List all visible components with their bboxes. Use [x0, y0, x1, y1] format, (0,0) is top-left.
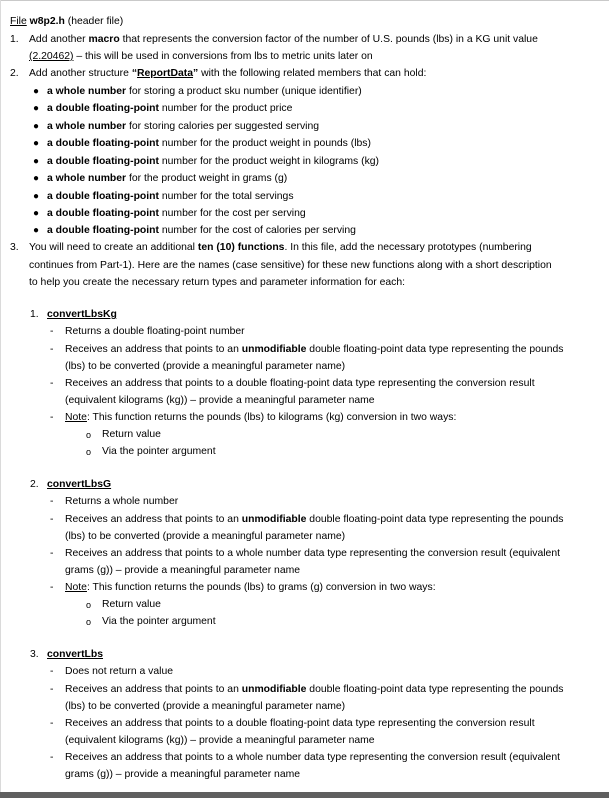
file-heading — [10, 13, 123, 30]
param-keyword: unmodifiable — [241, 344, 307, 355]
function-3-returns: Does not return a value — [65, 666, 174, 677]
function-1-param-1-cont: (lbs) to be converted (provide a meaningful parameter name) — [65, 361, 346, 372]
member-type: a whole number — [47, 173, 127, 184]
function-1-way-2: Via the pointer argument — [102, 446, 216, 457]
function-2-param-1 — [65, 511, 563, 528]
dash-icon: - — [50, 582, 54, 593]
dash-icon: - — [50, 378, 54, 389]
bullet-icon: ● — [33, 173, 40, 184]
item-3-line-1 — [29, 239, 532, 256]
param-text: Receives an address that points to an — [65, 684, 242, 695]
function-1-way-1: Return value — [102, 429, 161, 440]
bullet-icon: ● — [33, 121, 40, 132]
member-item — [47, 153, 379, 170]
item-2-line-1 — [29, 65, 426, 82]
dash-icon: - — [50, 548, 54, 559]
item-2-text-2: with the following related members that can hold: — [198, 68, 427, 79]
member-desc: for storing calories per suggested serving — [126, 121, 320, 132]
item-2-number: 2. — [10, 68, 19, 79]
item-1-number: 1. — [10, 34, 19, 45]
member-item — [47, 100, 292, 117]
member-type: a double floating-point — [47, 138, 159, 149]
circle-bullet-icon: o — [86, 447, 92, 457]
function-1-note — [65, 409, 456, 426]
open-quote: “ — [131, 68, 138, 79]
item-3-number: 3. — [10, 242, 19, 253]
param-text-2: double floating-point data type representing the pounds — [306, 684, 564, 695]
function-3-param-1 — [65, 681, 563, 698]
member-desc: number for the product weight in pounds (lbs) — [158, 138, 371, 149]
close-quote: ” — [193, 68, 199, 79]
function-3-param-3: Receives an address that points to a whole number data type representing the conversion result (equivalent — [65, 752, 561, 763]
member-type: a whole number — [47, 86, 127, 97]
function-1-param-2: Receives an address that points to a double floating-point data type representing the conversion result — [65, 378, 535, 389]
member-desc: for the product weight in grams (g) — [126, 173, 288, 184]
bullet-icon: ● — [33, 191, 40, 202]
function-2-way-2: Via the pointer argument — [102, 616, 216, 627]
function-2-param-1-cont: (lbs) to be converted (provide a meaningful parameter name) — [65, 531, 346, 542]
note-text: : This function returns the pounds (lbs) to grams (g) conversion in two ways: — [86, 582, 436, 593]
function-3-param-3-cont: grams (g)) – provide a meaningful parameter name — [65, 769, 301, 780]
function-2-param-2-cont: grams (g)) – provide a meaningful parameter name — [65, 565, 301, 576]
function-3-param-1-cont: (lbs) to be converted (provide a meaningful parameter name) — [65, 701, 346, 712]
item-3-line-2: continues from Part-1). Here are the names (case sensitive) for these new functions along with a short description — [29, 260, 552, 271]
struct-name-text: ReportData — [137, 68, 194, 79]
member-type: a double floating-point — [47, 156, 159, 167]
bullet-icon: ● — [33, 103, 40, 114]
item-1-text-2: that represents the conversion factor of the number of U.S. pounds (lbs) in a KG unit value — [119, 34, 538, 45]
member-desc: for storing a product sku number (unique identifier) — [126, 86, 362, 97]
item-1-text: Add another — [29, 34, 89, 45]
member-item — [47, 188, 294, 205]
circle-bullet-icon: o — [86, 617, 92, 627]
dash-icon: - — [50, 666, 54, 677]
item-3-text: You will need to create an additional — [29, 242, 198, 253]
item-1-line-1 — [29, 31, 538, 48]
item-3-line-3: to help you create the necessary return types and parameter information for each: — [29, 277, 406, 288]
note-label: Note — [65, 412, 87, 423]
function-1-returns: Returns a double floating-point number — [65, 326, 245, 337]
dash-icon: - — [50, 718, 54, 729]
param-text-2: double floating-point data type representing the pounds — [306, 514, 564, 525]
param-keyword: unmodifiable — [241, 684, 307, 695]
member-desc: number for the cost of calories per serving — [158, 225, 356, 236]
param-text: Receives an address that points to an — [65, 514, 242, 525]
function-1-number: 1. — [30, 309, 39, 320]
member-item — [47, 118, 319, 135]
member-type: a double floating-point — [47, 208, 159, 219]
dash-icon: - — [50, 326, 54, 337]
bullet-icon: ● — [33, 86, 40, 97]
item-1-line-2 — [29, 48, 373, 65]
member-type: a double floating-point — [47, 103, 159, 114]
circle-bullet-icon: o — [86, 430, 92, 440]
dash-icon: - — [50, 752, 54, 763]
function-name: convertLbsKg — [47, 309, 117, 320]
function-2-returns: Returns a whole number — [65, 496, 179, 507]
function-2-number: 2. — [30, 479, 39, 490]
param-text: Receives an address that points to an — [65, 344, 242, 355]
param-keyword: unmodifiable — [241, 514, 307, 525]
function-1-param-2-cont: (equivalent kilograms (kg)) – provide a meaningful parameter name — [65, 395, 375, 406]
function-1-name — [47, 306, 117, 323]
bullet-icon: ● — [33, 156, 40, 167]
function-name: convertLbsG — [47, 479, 112, 490]
dash-icon: - — [50, 684, 54, 695]
member-item — [47, 222, 356, 239]
dash-icon: - — [50, 514, 54, 525]
function-name: convertLbs — [47, 649, 104, 660]
function-2-note — [65, 579, 436, 596]
item-1-text-3: – this will be used in conversions from lbs to metric units later on — [73, 51, 373, 62]
item-2-text: Add another structure — [29, 68, 132, 79]
item-1-macro: macro — [88, 34, 120, 45]
member-item — [47, 83, 362, 100]
page-left-border — [0, 0, 1, 792]
member-desc: number for the total servings — [158, 191, 294, 202]
member-type: a whole number — [47, 121, 127, 132]
file-suffix: (header file) — [67, 16, 124, 27]
page-bottom-bar — [0, 792, 609, 798]
function-3-param-2-cont: (equivalent kilograms (kg)) – provide a meaningful parameter name — [65, 735, 375, 746]
member-type: a double floating-point — [47, 191, 159, 202]
function-3-param-2: Receives an address that points to a double floating-point data type representing the conversion result — [65, 718, 535, 729]
dash-icon: - — [50, 344, 54, 355]
circle-bullet-icon: o — [86, 600, 92, 610]
conversion-factor: (2.20462) — [29, 51, 74, 62]
function-3-number: 3. — [30, 649, 39, 660]
note-text: : This function returns the pounds (lbs) to kilograms (kg) conversion in two ways: — [86, 412, 457, 423]
dash-icon: - — [50, 496, 54, 507]
function-1-param-1 — [65, 341, 563, 358]
item-3-text-2: . In this file, add the necessary prototypes (numbering — [284, 242, 532, 253]
member-item — [47, 170, 287, 187]
file-name: w8p2.h — [29, 16, 65, 27]
file-label: File — [10, 16, 27, 27]
function-3-name — [47, 646, 103, 663]
param-text-2: double floating-point data type representing the pounds — [306, 344, 564, 355]
member-item — [47, 205, 306, 222]
bullet-icon: ● — [33, 225, 40, 236]
function-2-name — [47, 476, 111, 493]
bullet-icon: ● — [33, 208, 40, 219]
member-item — [47, 135, 371, 152]
function-2-param-2: Receives an address that points to a whole number data type representing the conversion result (equivalent — [65, 548, 561, 559]
member-type: a double floating-point — [47, 225, 159, 236]
member-desc: number for the product price — [158, 103, 293, 114]
function-count: ten (10) functions — [197, 242, 285, 253]
struct-name — [132, 68, 198, 79]
note-label: Note — [65, 582, 87, 593]
function-2-way-1: Return value — [102, 599, 161, 610]
bullet-icon: ● — [33, 138, 40, 149]
member-desc: number for the product weight in kilograms (kg) — [158, 156, 379, 167]
dash-icon: - — [50, 412, 54, 423]
page-top-border — [0, 0, 609, 1]
member-desc: number for the cost per serving — [158, 208, 306, 219]
